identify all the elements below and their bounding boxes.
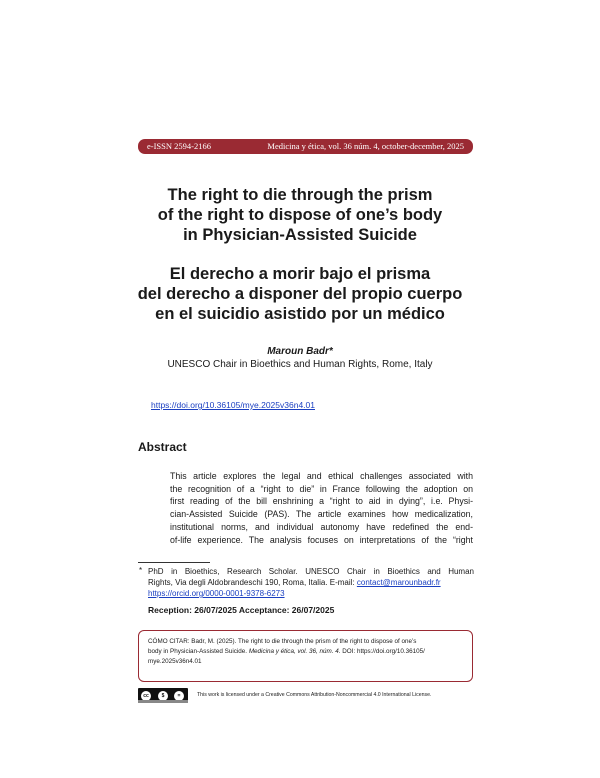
citation-line (148, 647, 466, 657)
footnote-line: PhD in Bioethics, Research Scholar. UNESCO Chair in Bioethics and Human (148, 567, 474, 576)
author-name: Maroun Badr* (267, 346, 333, 357)
journal-header-bar (138, 139, 473, 154)
title-line: en el suicidio asistido por un médico (155, 305, 445, 323)
license-text: This work is licensed under a Creative Commons Attribution-Noncommercial 4.0 International License. (197, 692, 432, 698)
title-line: El derecho a morir bajo el prisma (169, 265, 431, 283)
citation-pre: body in Physician-Assisted Suicide. (148, 648, 248, 655)
creative-commons-badge[interactable] (138, 688, 188, 703)
footnote-marker: * (139, 566, 143, 575)
citation-line: CÓMO CITAR: Badr, M. (2025). The right to die through the prism of the right to dispose of one’s (148, 638, 417, 645)
footnote-divider (138, 562, 210, 563)
abstract-line: the recognition of a “right to die” in France following the adoption on (170, 483, 473, 494)
orcid-link[interactable]: https://orcid.org/0000-0001-9378-6273 (148, 589, 285, 598)
doi-link[interactable]: https://doi.org/10.36105/mye.2025v36n4.01 (151, 400, 315, 410)
citation-journal: Medicina y ética, vol. 36, núm. 4 (248, 648, 339, 655)
title-spanish (120, 264, 480, 324)
abstract-body (170, 470, 473, 546)
reception-acceptance-dates: Reception: 26/07/2025 Acceptance: 26/07/2025 (148, 605, 335, 615)
title-line: in Physician-Assisted Suicide (183, 226, 417, 244)
abstract-line: cian-Assisted Suicide (PAS). The article examines how medicalization, (170, 509, 473, 520)
title-english (120, 185, 480, 245)
citation-text (148, 637, 466, 667)
citation-line: mye.2025v36n4.01 (148, 658, 202, 665)
title-line: del derecho a disponer del propio cuerpo (137, 285, 463, 303)
badge-strip (138, 700, 188, 703)
abstract-line: first reading of the bill enshrining a “right to aid in dying”, i.e. Physi- (170, 496, 473, 507)
author-affiliation: UNESCO Chair in Bioethics and Human Rights, Rome, Italy (167, 359, 433, 370)
footnote-line (148, 577, 474, 588)
issn-label: e-ISSN 2594-2166 (147, 141, 211, 151)
footnote-address: Rights, Via degli Aldobrandeschi 190, Roma, Italia. E-mail: (148, 578, 355, 587)
abstract-line: of-life experience. The analysis focuses on interpretations of the “right (170, 534, 473, 545)
author-email-link[interactable]: contact@marounbadr.fr (356, 578, 441, 587)
abstract-line: institutional norms, and individual autonomy have redefined the end- (170, 521, 473, 532)
title-line: of the right to dispose of one’s body (157, 206, 443, 224)
cc-icon: cc (140, 690, 152, 702)
abstract-line: This article explores the legal and ethical challenges associated with (170, 471, 473, 481)
journal-issue-label: Medicina y ética, vol. 36 núm. 4, october-december, 2025 (267, 141, 464, 151)
citation-post: . DOI: https://doi.org/10.36105/ (338, 648, 425, 655)
title-line: The right to die through the prism (167, 186, 433, 204)
noncommercial-icon: $ (157, 690, 169, 702)
author-footnote (148, 566, 474, 599)
noderivs-icon: = (173, 690, 185, 702)
abstract-heading: Abstract (138, 440, 187, 454)
